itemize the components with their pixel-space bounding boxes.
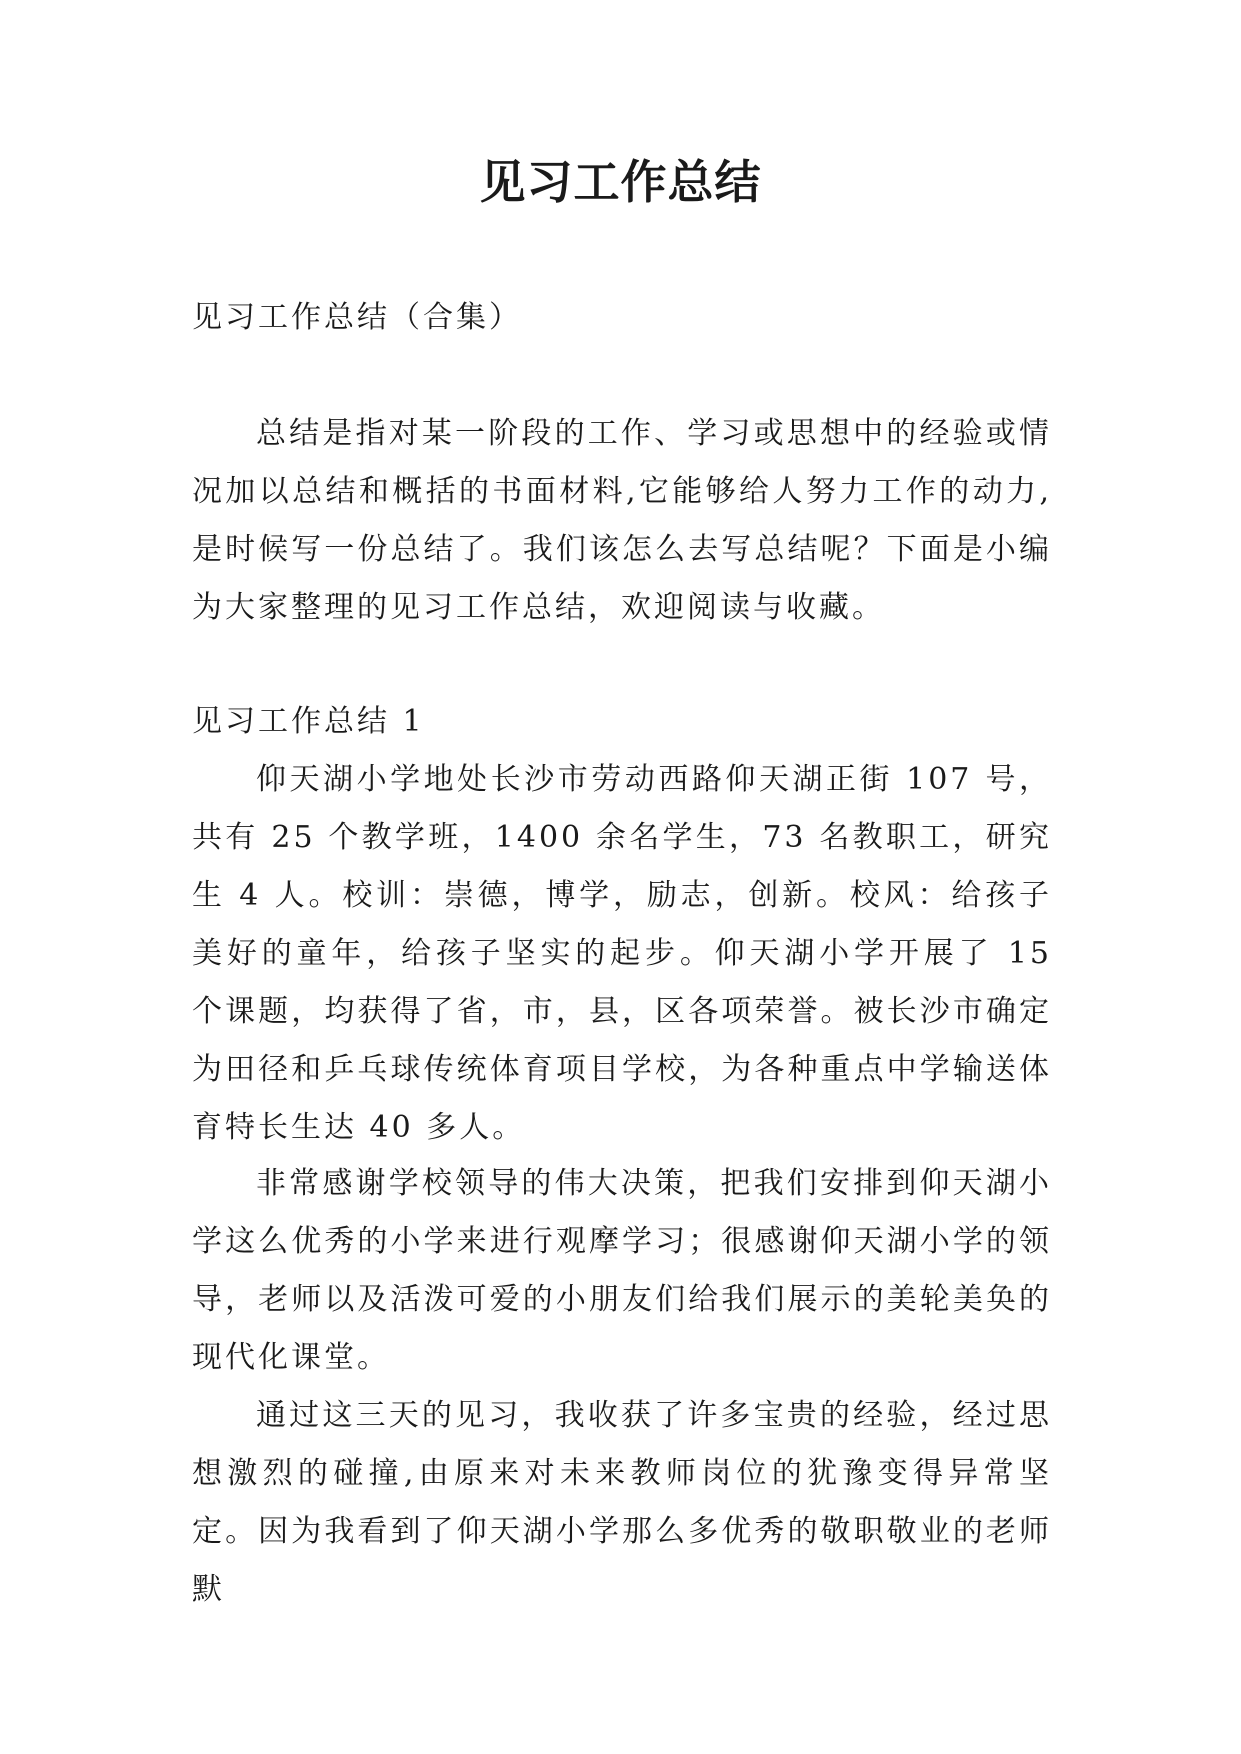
document-subtitle: 见习工作总结（合集）: [192, 300, 522, 335]
section-heading: 见习工作总结 1: [192, 704, 425, 739]
document-title: 见习工作总结: [479, 155, 762, 209]
intro-paragraph: 总结是指对某一阶段的工作、学习或思想中的经验或情况加以总结和概括的书面材料,它能够给人努力工作的动力,是时候写一份总结了。我们该怎么去写总结呢？下面是小编为大家整理的见习工作总结，欢迎阅读与收藏。: [192, 416, 1052, 625]
body-paragraph-3: 通过这三天的见习，我收获了许多宝贵的经验，经过思想激烈的碰撞,由原来对未来教师岗位的犹豫变得异常坚定。因为我看到了仰天湖小学那么多优秀的敬职敬业的老师默: [192, 1398, 1052, 1607]
body-paragraph-1: 仰天湖小学地处长沙市劳动西路仰天湖正街 107 号，共有 25 个教学班，1400 余名学生，73 名教职工，研究生 4 人。校训：崇德，博学，励志，创新。校风：给孩子美好的童年，给孩子坚实的起步。仰天湖小学开展了 15 个课题，均获得了省，市，县，区各项荣誉。被长沙市确定为田径和乒乓球传统体育项目学校，为各种重点中学输送体育特长生达 40 多人。: [192, 762, 1052, 1145]
body-paragraph-2: 非常感谢学校领导的伟大决策，把我们安排到仰天湖小学这么优秀的小学来进行观摩学习；很感谢仰天湖小学的领导，老师以及活泼可爱的小朋友们给我们展示的美轮美奂的现代化课堂。: [192, 1166, 1052, 1375]
